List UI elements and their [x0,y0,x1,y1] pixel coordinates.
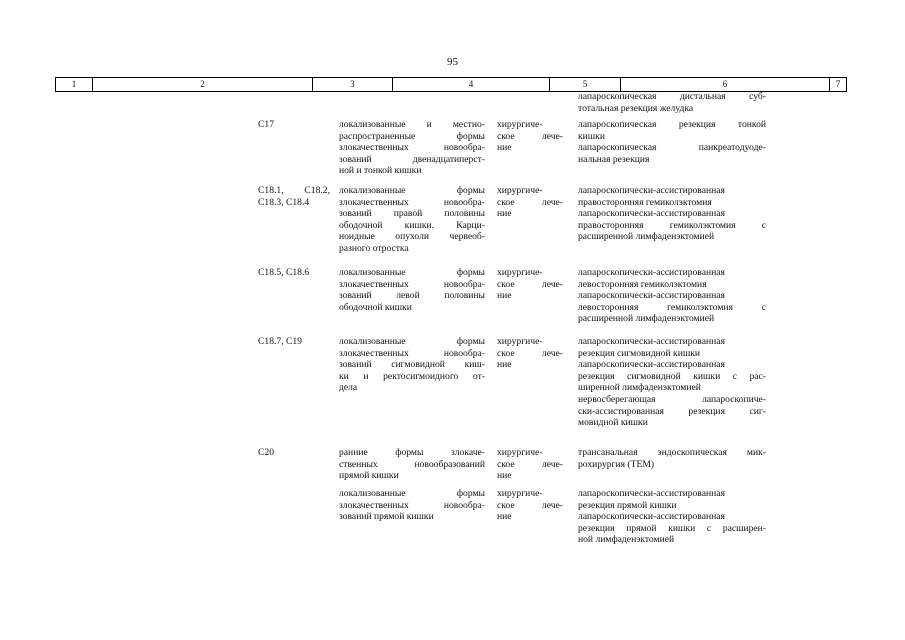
operation-line: лапароскопически-ассистированная [578,336,725,347]
operation-line: лапароскопически-ассистированная [578,185,725,196]
description-line: дела [339,382,358,394]
treatment-line: ние [497,290,512,302]
code-cell [258,185,330,208]
operation-line: лапароскопически-ассистированная [578,359,725,371]
treatment-line: хирургиче- [497,336,543,347]
description-line: ки и ректосигмоидного от- [339,370,485,382]
operation-line: ски-ассистированная резекция сиг- [578,405,766,417]
treatment-cell [497,119,563,154]
treatment-line: ское лече- [497,278,563,290]
operation-line: трансанальная эндоскопическая мик- [578,447,766,458]
treatment-line: ние [497,208,512,220]
code-line: C20 [258,447,274,458]
operation-line: лапароскопическая резекция тонкой [578,119,766,130]
treatment-line: ское лече- [497,347,563,359]
description-line: ободочной кишки [339,301,412,313]
operation-line: лапароскопически-ассистированная [578,267,725,278]
operation-line: левосторонняя гемиколэктомия с [578,301,766,313]
operation-cell [578,267,766,325]
code-line: C18.3, C18.4 [258,196,310,208]
header-col-5: 5 [549,78,620,91]
header-col-4: 4 [392,78,549,91]
description-cell [339,119,485,177]
description-line: злокачественных новообра- [339,499,485,511]
header-col-3: 3 [312,78,392,91]
treatment-line: ское лече- [497,499,563,511]
description-cell [339,185,485,255]
description-cell [339,267,485,313]
description-cell [339,447,485,482]
operation-cell [578,119,766,165]
operation-line: кишки [578,130,605,142]
continuation-line: лапароскопическая дистальная суб- [578,91,766,102]
description-cell [339,336,485,394]
treatment-line: ское лече- [497,130,563,142]
treatment-line: ское лече- [497,196,563,208]
code-cell [258,447,336,459]
treatment-line: ние [497,511,512,523]
description-line: злокачественных новообра- [339,347,485,359]
operation-cell [578,336,766,429]
description-line: ободочной кишки. Карци- [339,219,485,231]
description-line: злокачественных новообра- [339,196,485,208]
description-line: разного отростка [339,242,409,254]
treatment-cell [497,267,563,302]
operation-line: правосторонняя гемиколэктомия [578,196,712,208]
description-line: ранние формы злокаче- [339,447,485,458]
description-line: зований прямой кишки [339,511,434,523]
operation-cell [578,488,766,546]
description-line: распространенные формы [339,130,485,142]
code-line: C18.5, C18.6 [258,267,310,278]
treatment-cell [497,185,563,220]
treatment-line: ское лече- [497,458,563,470]
operation-line: лапароскопически-ассистированная [578,488,725,499]
page-number: 95 [447,56,458,68]
treatment-line: хирургиче- [497,488,543,499]
treatment-line: ние [497,142,512,154]
treatment-line: хирургиче- [497,267,543,278]
table-header-row [55,77,847,92]
header-col-2: 2 [92,78,312,91]
description-line: злокачественных новообра- [339,142,485,154]
code-line: C18.7, C19 [258,336,302,347]
operation-line: нальная резекция [578,153,650,165]
operation-line: мовидной кишки [578,417,648,429]
operation-line: расширенной лимфаденэктомией [578,313,715,325]
treatment-cell [497,336,563,371]
continuation-text [578,91,766,114]
continuation-line: тотальная резекция желудка [578,102,694,114]
description-line: ственных новообразований [339,458,485,470]
operation-line: ной лимфаденэктомией [578,534,675,546]
description-line: зований правой половины [339,208,485,220]
code-cell [258,336,336,348]
treatment-line: хирургиче- [497,185,543,196]
operation-line: ширенной лимфаденэктомией [578,382,701,394]
operation-line: лапароскопическая панкреатодуоде- [578,142,766,154]
description-line: локализованные и местно- [339,119,485,130]
operation-cell [578,447,766,470]
code-cell [258,267,336,279]
operation-line: лапароскопически-ассистированная [578,511,725,523]
operation-line: правосторонняя гемиколэктомия с [578,219,766,231]
description-line: локализованные формы [339,336,485,347]
treatment-line: хирургиче- [497,119,543,130]
description-line: прямой кишки [339,470,399,482]
description-line: локализованные формы [339,185,485,196]
operation-cell [578,185,766,243]
operation-line: лапароскопически-ассистированная [578,290,725,302]
description-line: зований сигмовидной киш- [339,359,485,371]
code-line: C18.1, C18.2, [258,185,330,196]
description-cell [339,488,485,523]
operation-line: левосторонняя гемиколэктомия [578,278,707,290]
treatment-line: ние [497,470,512,482]
operation-line: резекция сигмовидной кишки с рас- [578,370,766,382]
description-line: ноидные опухоли червеоб- [339,231,485,243]
code-cell [258,119,336,131]
description-line: локализованные формы [339,488,485,499]
header-col-6: 6 [620,78,829,91]
description-line: ной и тонкой кишки [339,165,422,177]
header-col-7: 7 [829,78,847,91]
operation-line: резекция прямой кишки [578,499,677,511]
description-line: локализованные формы [339,267,485,278]
treatment-line: хирургиче- [497,447,543,458]
operation-line: нервосберегающая лапароскопиче- [578,393,766,405]
operation-line: резекция прямой кишки с расширен- [578,522,766,534]
operation-line: лапароскопически-ассистированная [578,208,725,220]
operation-line: рохирургия (TEM) [578,458,655,470]
description-line: злокачественных новообра- [339,278,485,290]
header-col-1: 1 [55,78,92,91]
description-line: зований двенадцатиперст- [339,153,485,165]
treatment-line: ние [497,359,512,371]
treatment-cell [497,447,563,482]
code-line: C17 [258,119,274,130]
description-line: зований левой половины [339,290,485,302]
operation-line: резекция сигмовидной кишки [578,347,701,359]
operation-line: расширенной лимфаденэктомией [578,231,715,243]
treatment-cell [497,488,563,523]
